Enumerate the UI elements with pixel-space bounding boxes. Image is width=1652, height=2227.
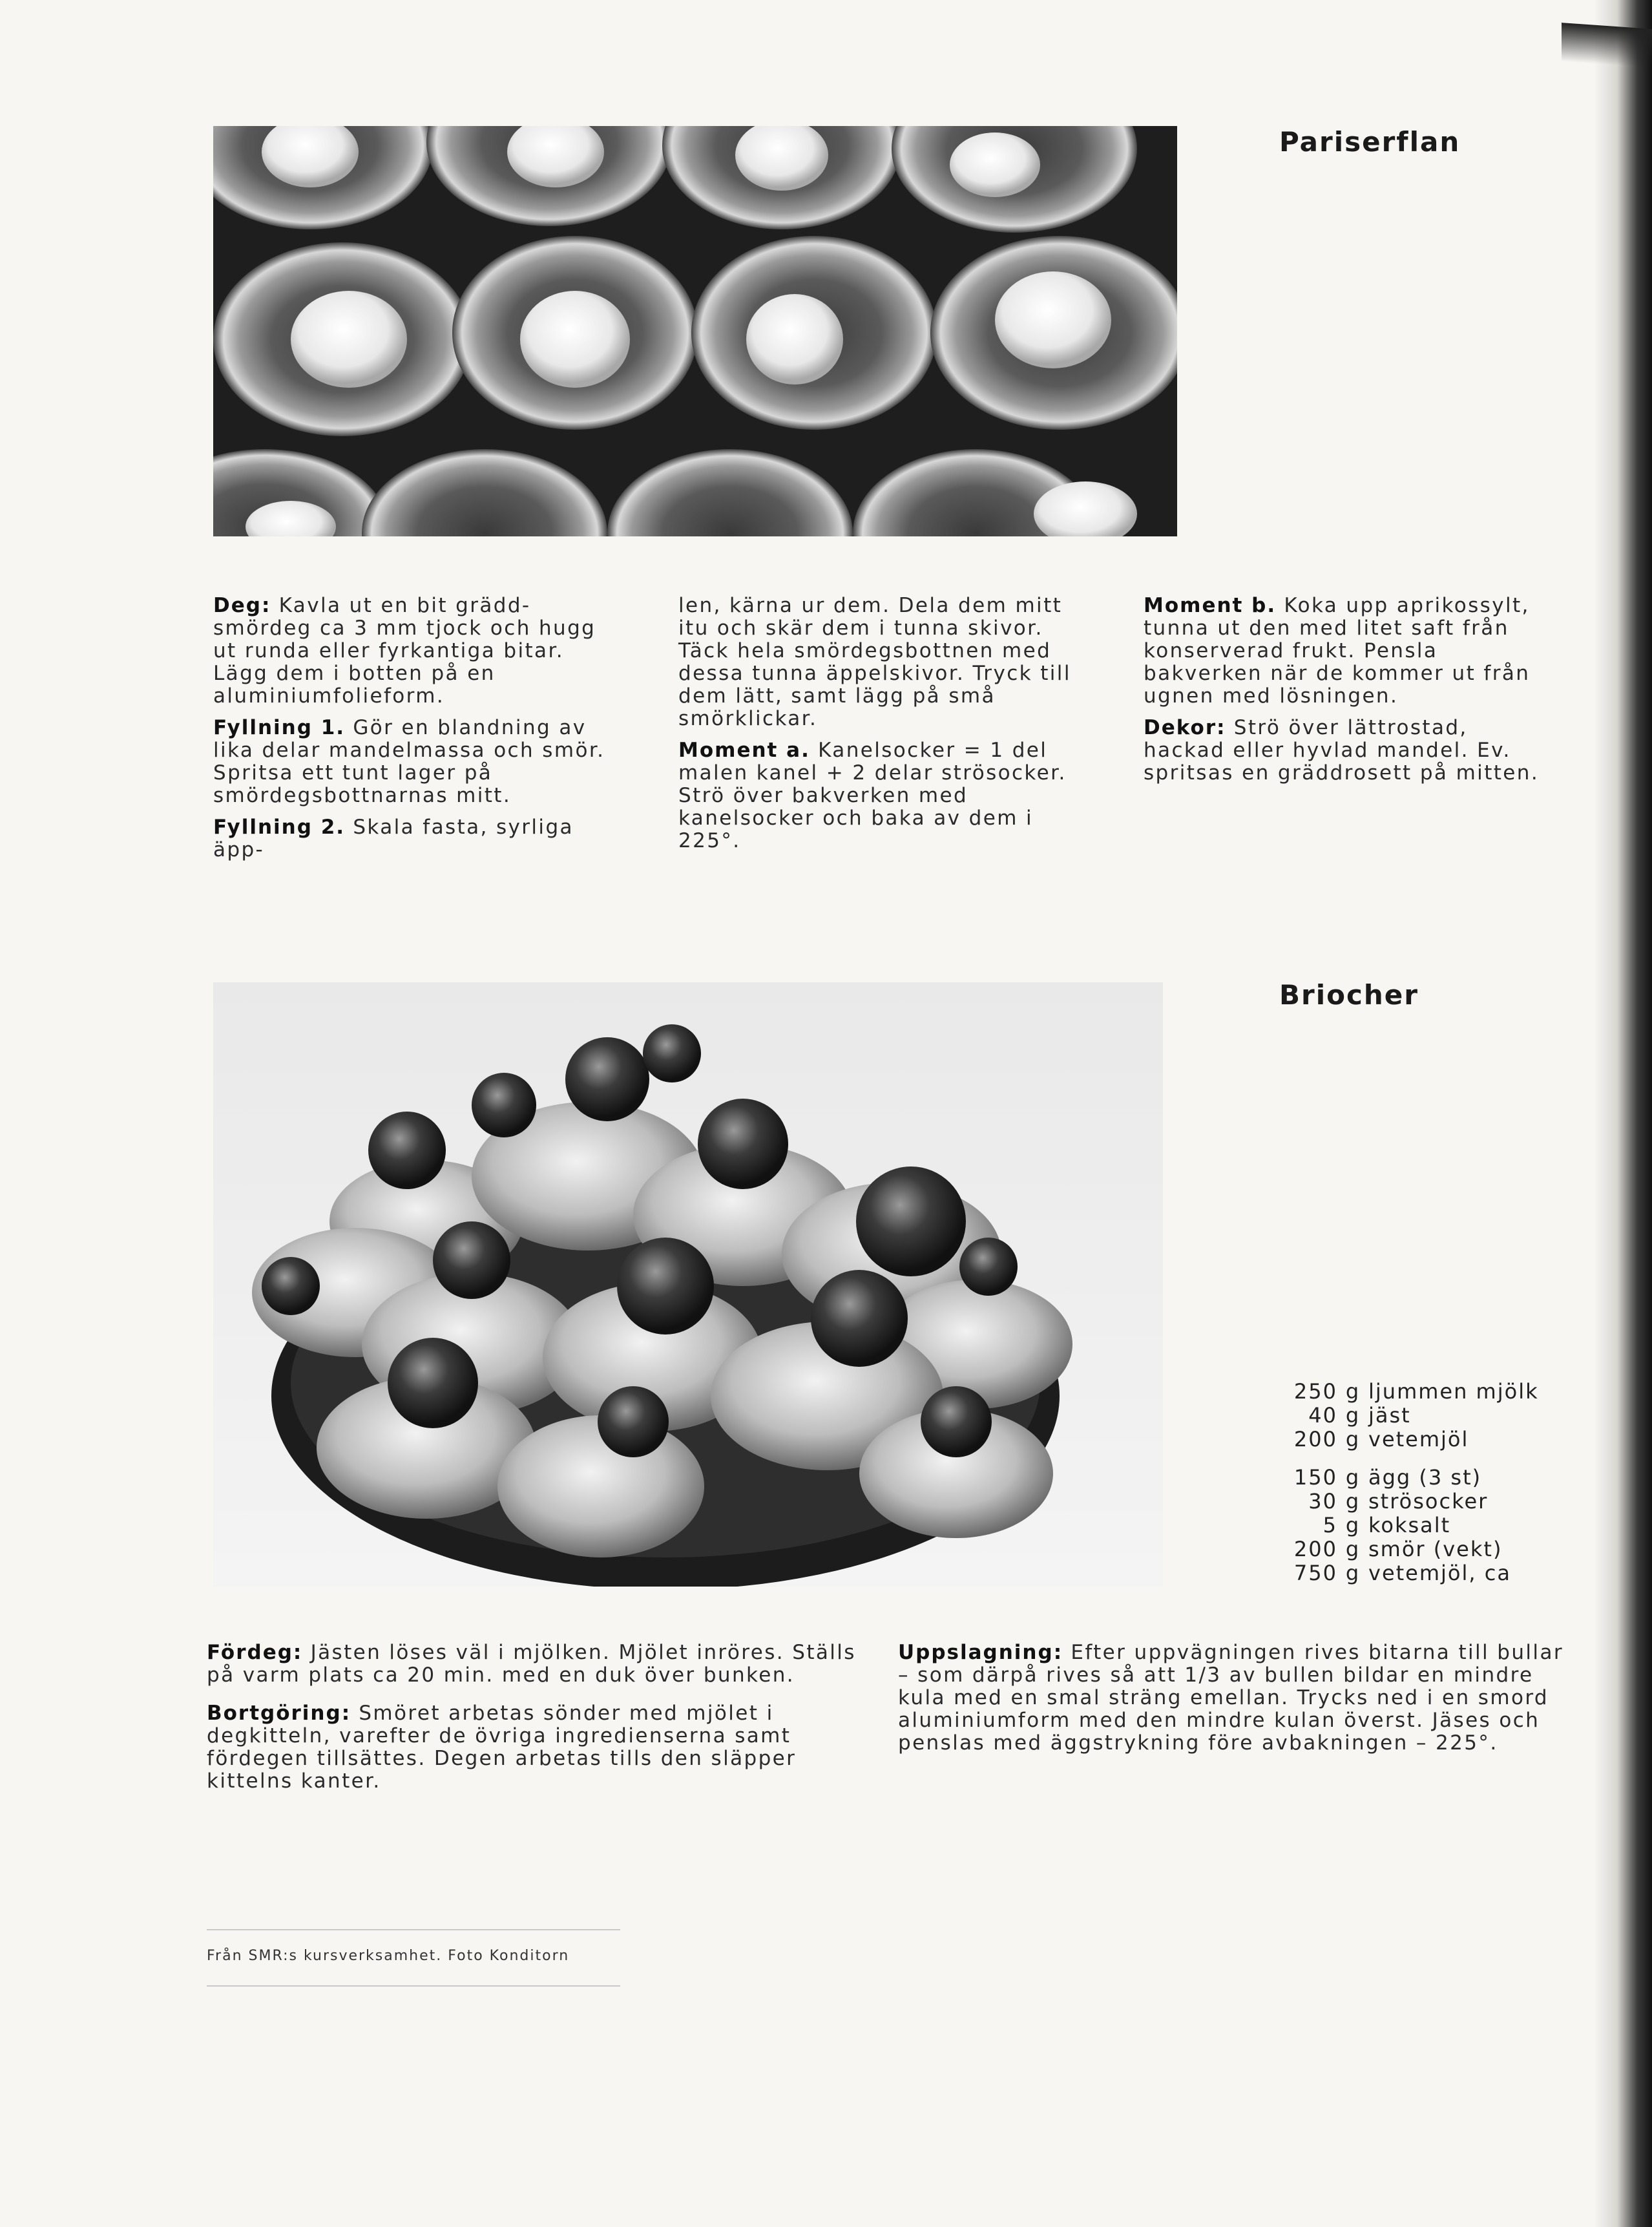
ingredient-amount: 250 [1293,1379,1337,1404]
ingredient-unit: g [1345,1427,1361,1451]
deg-text: Kavla ut en bit grädd-smördeg ca 3 mm tjock och hugg ut runda eller fyrkantiga bitar. Lägg dem i botten på en aluminiumfolieform. [213,594,596,708]
ingredient-unit: g [1345,1513,1361,1537]
page-edge-shadow [1594,0,1652,2227]
momenta-text: Kanelsocker = 1 del malen kanel + 2 delar strösocker. Strö över bakverken med kanelsocker och baka av dem i 225°. [678,739,1067,852]
ingredient-row [1266,1490,1539,1514]
momentb-text: Koka upp aprikossylt, tunna ut den med litet saft från konserverad frukt. Pensla bakverken när de kommer ut från ugnen med lösningen. [1144,594,1531,708]
ingredient-amount: 30 [1308,1489,1337,1514]
photo-credit: Från SMR:s kursverksamhet. Foto Konditorn [207,1948,570,1964]
ingredient-amount: 750 [1293,1561,1337,1585]
uppslagning-text: Efter uppvägningen rives bitarna till bullar – som därpå rives så att 1/3 av bullen bildar en mindre kula med en smal sträng emellan. Trycks ned i en smord aluminiumform med den mindre kulan överst. Jäses och penslas med äggstrykning före avbakningen – 225°. [898,1641,1563,1755]
ingredient-unit: g [1345,1379,1361,1404]
fyllning1-paragraph [213,717,627,807]
briocher-column-right [898,1641,1563,1764]
pastry-tray-illustration [213,126,1177,536]
ingredient-unit: g [1345,1561,1361,1585]
ingredient-unit: g [1345,1465,1361,1490]
ingredient-amount: 200 [1293,1427,1337,1451]
ingredient-item: smör (vekt) [1368,1537,1503,1561]
ingredient-group-2 [1266,1466,1539,1585]
ingredient-unit: g [1345,1403,1361,1428]
ingredient-item: vetemjöl [1368,1427,1469,1451]
ingredient-amount: 200 [1293,1537,1337,1561]
momenta-label: Moment a. [678,739,810,762]
ingredient-item: jäst [1368,1403,1411,1428]
ingredient-row [1266,1404,1539,1428]
dekor-paragraph [1144,717,1557,785]
fyllning2-label: Fyllning 2. [213,816,346,839]
ingredient-amount: 5 [1323,1513,1337,1537]
ingredient-row [1266,1537,1539,1561]
ingredient-row [1266,1466,1539,1490]
bortgoring-paragraph [207,1702,872,1793]
briocher-photo [213,982,1163,1587]
footer-rule-top [207,1929,620,1930]
pariserflan-column-2 [678,595,1092,861]
fordeg-label: Fördeg: [207,1641,303,1664]
footer-rule-bottom [207,1985,620,1987]
page-corner-shadow [1562,23,1652,68]
uppslagning-paragraph [898,1641,1563,1755]
briocher-ingredients [1266,1380,1539,1599]
pariserflan-column-1 [213,595,627,871]
ingredient-amount: 40 [1308,1403,1337,1428]
ingredient-amount: 150 [1293,1465,1337,1490]
deg-paragraph [213,595,627,708]
fyllning2-paragraph [213,816,627,861]
ingredient-item: koksalt [1368,1513,1451,1537]
pariserflan-title: Pariserflan [1279,126,1461,158]
ingredient-item: strösocker [1368,1489,1489,1514]
dekor-text: Strö över lättrostad, hackad eller hyvlad mandel. Ev. spritsas en gräddrosett på mitten. [1144,716,1540,785]
ingredient-row [1266,1561,1539,1585]
briocher-column-left [207,1641,872,1802]
fyllning1-text: Gör en blandning av lika delar mandelmassa och smör. Spritsa ett tunt lager på smördegsbottnarnas mitt. [213,716,605,807]
ingredient-item: ägg (3 st) [1368,1465,1482,1490]
ingredient-row [1266,1380,1539,1404]
ingredient-row [1266,1514,1539,1537]
ingredient-unit: g [1345,1489,1361,1514]
ingredient-group-1 [1266,1380,1539,1451]
fyllning2-continued: len, kärna ur dem. Dela dem mitt itu och skär dem i tunna skivor. Täck hela smördegsbottnen med dessa tunna äppelskivor. Tryck till dem lätt, samt lägg på små smörklickar. [678,594,1071,730]
pariserflan-photo [213,126,1177,536]
momenta-paragraph [678,739,1092,852]
fyllning1-label: Fyllning 1. [213,716,346,739]
deg-label: Deg: [213,594,271,617]
fordeg-paragraph [207,1641,872,1687]
momentb-paragraph [1144,595,1557,708]
dekor-label: Dekor: [1144,716,1226,739]
bortgoring-label: Bortgöring: [207,1702,351,1725]
fordeg-text: Jästen löses väl i mjölken. Mjölet inröres. Ställs på varm plats ca 20 min. med en duk över bunken. [207,1641,856,1687]
pariserflan-column-3 [1144,595,1557,794]
ingredient-row [1266,1428,1539,1451]
briocher-title: Briocher [1279,979,1419,1011]
ingredient-unit: g [1345,1537,1361,1561]
bortgoring-text: Smöret arbetas sönder med mjölet i degkitteln, varefter de övriga ingredienserna samt fördegen tillsättes. Degen arbetas tills den släpper kittelns kanter. [207,1702,797,1793]
brioche-plate-illustration [213,982,1163,1587]
ingredient-item: ljummen mjölk [1368,1379,1539,1404]
uppslagning-label: Uppslagning: [898,1641,1063,1664]
fyllning2-text: Skala fasta, syrliga äpp- [213,816,574,861]
ingredient-item: vetemjöl, ca [1368,1561,1511,1585]
momentb-label: Moment b. [1144,594,1277,617]
